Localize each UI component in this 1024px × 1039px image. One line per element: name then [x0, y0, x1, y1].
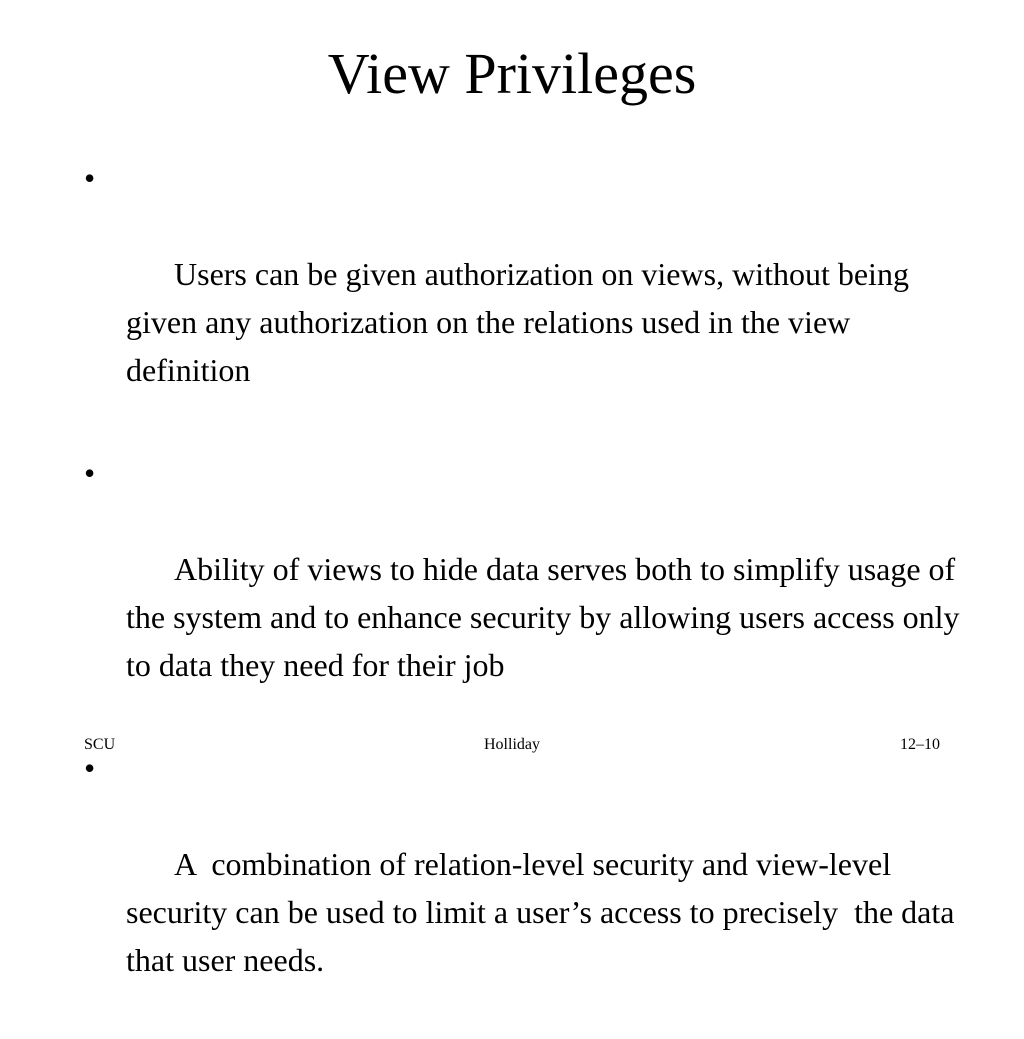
slide-title: View Privileges — [327, 41, 697, 106]
bullet-text: A combination of relation-level security and view-level security can be used to limit a user’s access to precisely the data that user needs. — [126, 846, 963, 978]
bullet-marker: • — [84, 750, 96, 786]
bullet-marker: • — [84, 455, 96, 491]
bullet-marker: • — [84, 160, 96, 196]
bullet-list — [84, 154, 968, 1039]
footer-author: Holliday — [484, 736, 540, 753]
bullet-item — [84, 744, 964, 1032]
footer-page-number: 12–10 — [900, 736, 940, 753]
bullet-text: Ability of views to hide data serves both to simplify usage of the system and to enhance security by allowing users access only to data they need for their job — [126, 551, 968, 683]
bullet-item — [84, 154, 964, 442]
footer-left-text: SCU — [84, 736, 116, 753]
bullet-text: Users can be given authorization on views, without being given any authorization on the relations used in the view definition — [126, 256, 917, 388]
bullet-item — [84, 449, 968, 737]
